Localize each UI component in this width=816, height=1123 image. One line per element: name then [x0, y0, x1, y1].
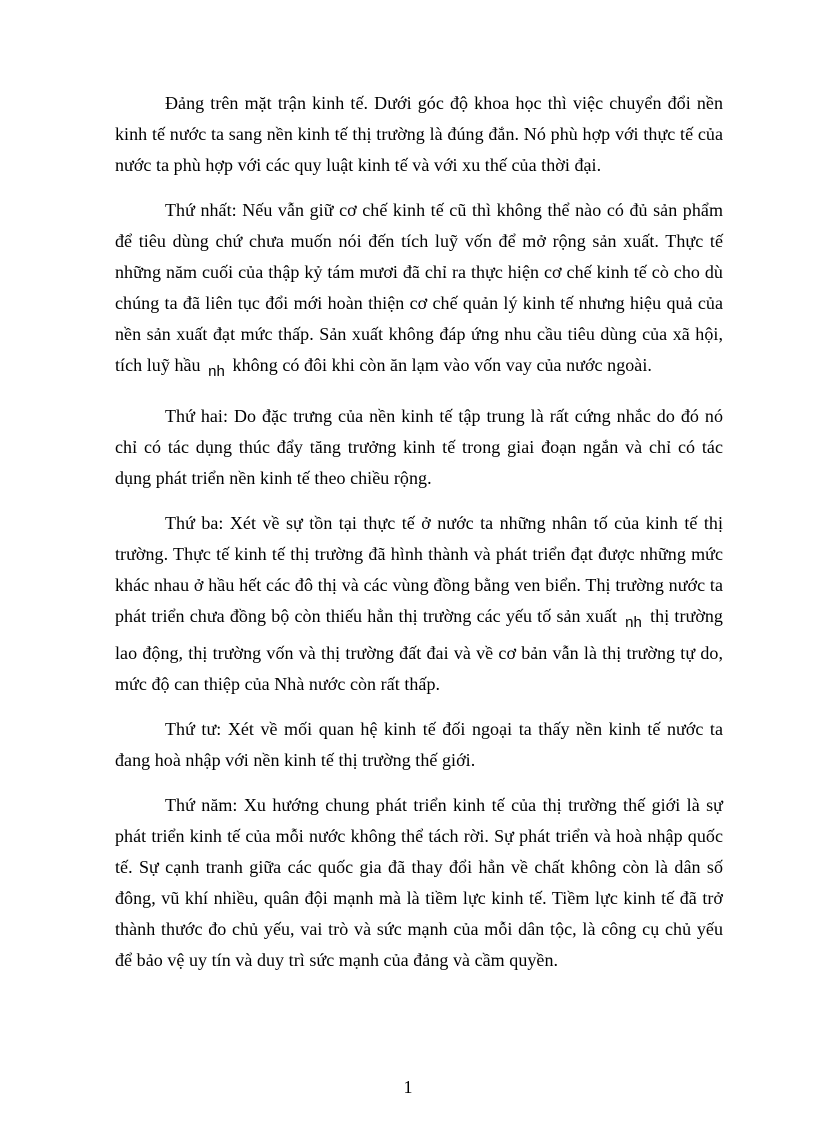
- page-number: 1: [403, 1077, 413, 1097]
- paragraph-text: không có đôi khi còn ăn lạm vào vốn vay của nước ngoài.: [232, 355, 652, 375]
- paragraph-text: Thứ ba: Xét về sự tồn tại thực tế ở nước ta những nhân tố của kinh tế thị trường. Thực tế kinh tế thị trường đã hình thành và phát triển đạt được những mức khác nhau ở hầu hết các đô thị và các vùng đồng bằng ven biển. Thị trường nước ta phát triển chưa đồng bộ còn thiếu hẳn thị trường các yếu tố sản xuất: [115, 513, 723, 626]
- paragraph-thu-tu: Thứ tư: Xét về mối quan hệ kinh tế đối ngoại ta thấy nền kinh tế nước ta đang hoà nhập với nền kinh tế thị trường thế giới.: [115, 719, 723, 770]
- paragraph-thu-nam: Thứ năm: Xu hướng chung phát triển kinh tế của thị trường thế giới là sự phát triển kinh tế của mỗi nước không thể tách rời. Sự phát triển và hoà nhập quốc tế. Sự cạnh tranh giữa các quốc gia đã thay đổi hẳn về chất không còn là dân số đông, vũ khí nhiều, quân đội mạnh mà là tiềm lực kinh tế. Tiềm lực kinh tế đã trở thành thước đo chủ yếu, vai trò và sức mạnh của mỗi dân tộc, là công cụ chủ yếu để bảo vệ uy tín và duy trì sức mạnh của đảng và cầm quyền.: [115, 795, 723, 970]
- paragraph-thu-nhat: [115, 195, 723, 387]
- paragraph-thu-ba: [115, 508, 723, 700]
- paragraph-text: thị trường lao động, thị trường vốn và thị trường đất đai và về cơ bản vẫn là thị trường tự do, mức độ can thiệp của Nhà nước còn rất thấp.: [115, 606, 723, 694]
- inline-fragment: nh: [208, 363, 225, 380]
- document-body: [115, 88, 723, 990]
- paragraph-thu-hai: Thứ hai: Do đặc trưng của nền kinh tế tập trung là rất cứng nhắc do đó nó chỉ có tác dụng thúc đẩy tăng trưởng kinh tế trong giai đoạn ngắn và chỉ có tác dụng phát triển nền kinh tế theo chiều rộng.: [115, 406, 723, 488]
- inline-fragment: nh: [625, 614, 642, 631]
- paragraph-text: Thứ nhất: Nếu vẫn giữ cơ chế kinh tế cũ thì không thể nào có đủ sản phẩm để tiêu dùng chứ chưa muốn nói đến tích luỹ vốn để mở rộng sản xuất. Thực tế những năm cuối của thập kỷ tám mươi đã chỉ ra thực hiện cơ chế kinh tế cò cho dù chúng ta đã liên tục đổi mới hoàn thiện cơ chế quản lý kinh tế nhưng hiệu quả của nền sản xuất đạt mức thấp. Sản xuất không đáp ứng nhu cầu tiêu dùng của xã hội, tích luỹ hầu: [115, 200, 723, 375]
- paragraph-intro: Đảng trên mặt trận kinh tế. Dưới góc độ khoa học thì việc chuyển đổi nền kinh tế nước ta sang nền kinh tế thị trường là đúng đắn. Nó phù hợp với thực tế của nước ta phù hợp với các quy luật kinh tế và với xu thế của thời đại.: [115, 93, 723, 175]
